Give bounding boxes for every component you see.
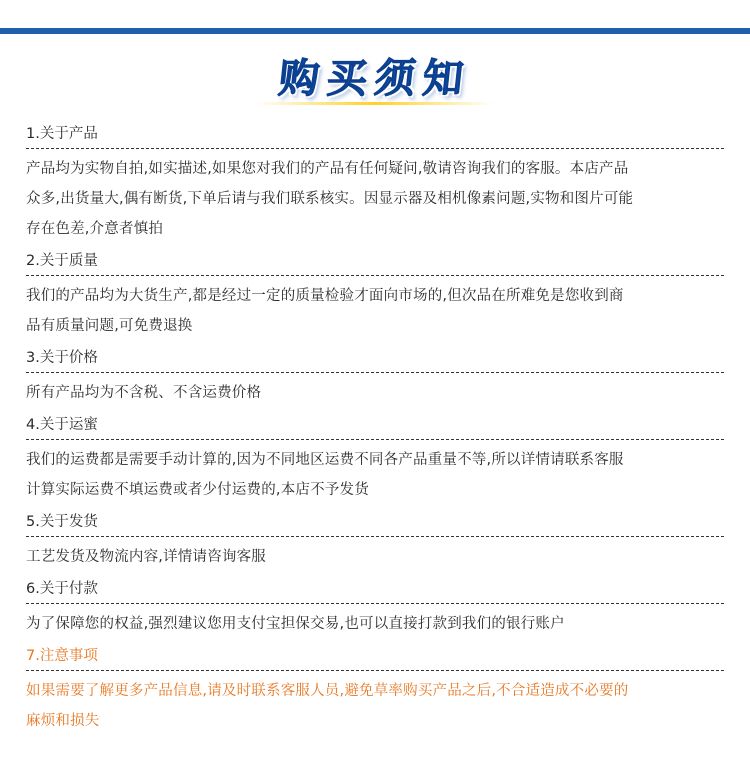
section-line: 产品均为实物自拍,如实描述,如果您对我们的产品有任何疑问,敬请咨询我们的客服。本店产品: [26, 161, 629, 177]
section-line: 为了保障您的权益,强烈建议您用支付宝担保交易,也可以直接打款到我们的银行账户: [26, 616, 565, 632]
section-line: 我们的产品均为大货生产,都是经过一定的质量检验才面向市场的,但次品在所难免是您收到商: [26, 288, 624, 304]
section-shipping-fee: [26, 409, 724, 504]
notice-content: [26, 118, 724, 737]
section-delivery: [26, 506, 724, 571]
section-line: 麻烦和损失: [26, 713, 100, 729]
section-quality: [26, 245, 724, 340]
section-heading: 7.注意事项: [26, 640, 724, 671]
section-line: 工艺发货及物流内容,详情请咨询客服: [26, 549, 267, 565]
section-notice: [26, 640, 724, 735]
section-payment: [26, 573, 724, 638]
page-title: 购买须知: [276, 56, 474, 102]
section-heading: 6.关于付款: [26, 573, 724, 604]
section-heading: 4.关于运蜜: [26, 409, 724, 440]
section-line: 如果需要了解更多产品信息,请及时联系客服人员,避免草率购买产品之后,不合适造成不必要的: [26, 683, 629, 699]
section-line: 计算实际运费不填运费或者少付运费的,本店不予发货: [26, 482, 369, 498]
section-line: 存在色差,介意者慎拍: [26, 221, 164, 237]
section-line: 所有产品均为不含税、不含运费价格: [26, 385, 262, 401]
section-heading: 3.关于价格: [26, 342, 724, 373]
section-line: 众多,出货量大,偶有断货,下单后请与我们联系核实。因显示器及相机像素问题,实物和图片可能: [26, 191, 634, 207]
section-price: [26, 342, 724, 407]
section-line: 我们的运费都是需要手动计算的,因为不同地区运费不同各产品重量不等,所以详情请联系客服: [26, 452, 624, 468]
top-accent-bar: [0, 28, 750, 34]
section-line: 品有质量问题,可免费退换: [26, 318, 193, 334]
section-product: [26, 118, 724, 243]
section-heading: 1.关于产品: [26, 118, 724, 149]
title-glow-underline: [255, 102, 495, 105]
section-heading: 2.关于质量: [26, 245, 724, 276]
section-heading: 5.关于发货: [26, 506, 724, 537]
